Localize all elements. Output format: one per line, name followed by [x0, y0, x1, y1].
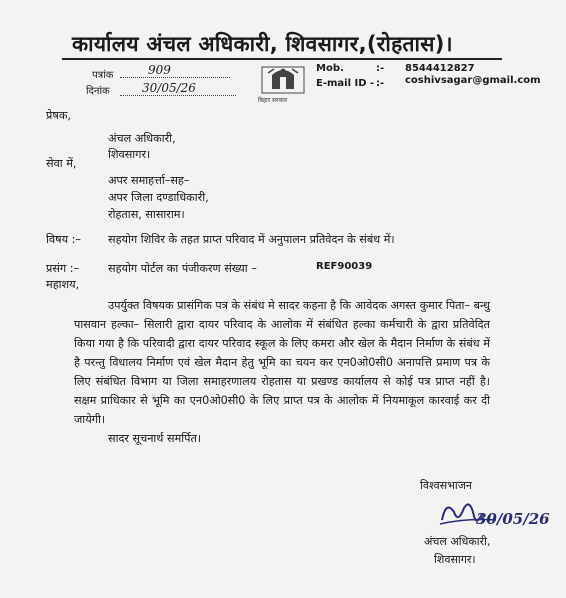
email-address: coshivsagar@gmail.com [405, 75, 541, 86]
signatory-designation: अंचल अधिकारी, [424, 535, 491, 548]
recipient-line2: अपर जिला दण्डाधिकारी, [108, 191, 209, 204]
email-sep: :- [376, 78, 385, 89]
reference-label: प्रसंग :– [46, 262, 80, 275]
dinank-label: दिनांक [86, 86, 110, 97]
subject-label: विषय :– [46, 233, 81, 246]
sender-line1: अंचल अधिकारी, [108, 132, 176, 145]
closing-line: सादर सूचनार्थ समर्पित। [108, 432, 202, 445]
salutation: महाशय, [46, 278, 80, 291]
mob-label: Mob. [316, 63, 344, 74]
sender-line2: शिवसागर। [108, 148, 151, 161]
reference-number: REF90039 [316, 261, 373, 272]
sender-label: प्रेषक, [46, 109, 71, 122]
reference-text: सहयोग पोर्टल का पंजीकरण संख्या – [108, 262, 257, 275]
body-paragraph: उपर्युक्त विषयक प्रासंगिक पत्र के संबंध मे सादर कहना है कि आवेदक अगस्त कुमार पिता– बन्धु पासवान हल्का– सिलारी द्वारा दायर परिवाद के आलोक में संबंधित हल्का कर्मचारी के द्वारा प्रतिवेदित किया गया है कि परिवादी द्वारा दायर परिवाद स्कूल के लिए कमरा और खेल के मैदान निर्माण के संबंध में है परन्तु विधालय निर्माण एवं खेल मैदान हेतु भूमि का चयन कर एन0ओ0सी0 अनापत्ति प्रमाण पत्र के लिए संबंधित विभाग या जिला समाहरणालय रोहतास या प्रखण्ड कार्यालय से कोई पत्र प्राप्त नहीं है। सक्षम प्राधिकार से भूमि का एन0ओ0सी0 के लिए प्राप्त पत्र के आलोक में नियमाकूल कारवाई कर दी जायेगी। [74, 299, 490, 426]
letter-body [74, 296, 490, 429]
mob-number: 8544412827 [405, 63, 475, 74]
recipient-line1: अपर समाहर्त्ता–सह– [108, 174, 190, 187]
recipient-line3: रोहतास, सासाराम। [108, 208, 185, 221]
signature-date: 30/05/26 [476, 510, 550, 528]
recipient-label: सेवा में, [46, 157, 77, 170]
patrank-value: 909 [120, 63, 230, 78]
subject-text: सहयोग शिविर के तहत प्राप्त परिवाद में अनुपालन प्रतिवेदन के संबंध में। [108, 233, 395, 246]
yours-faithfully: विश्वसभाजन [420, 479, 473, 492]
office-title: कार्यालय अंचल अधिकारी, शिवसागर,(रोहतास)। [72, 32, 453, 56]
mob-sep: :- [376, 63, 385, 74]
dinank-value: 30/05/26 [120, 81, 236, 96]
handwritten-signature [436, 494, 550, 534]
patrank-label: पत्रांक [92, 70, 114, 81]
header-rule [62, 58, 502, 60]
email-label: E-mail ID - [316, 78, 375, 89]
bihar-emblem-icon [260, 61, 306, 99]
signatory-place: शिवसागर। [434, 553, 476, 566]
emblem-caption: बिहार सरकार [258, 97, 288, 104]
